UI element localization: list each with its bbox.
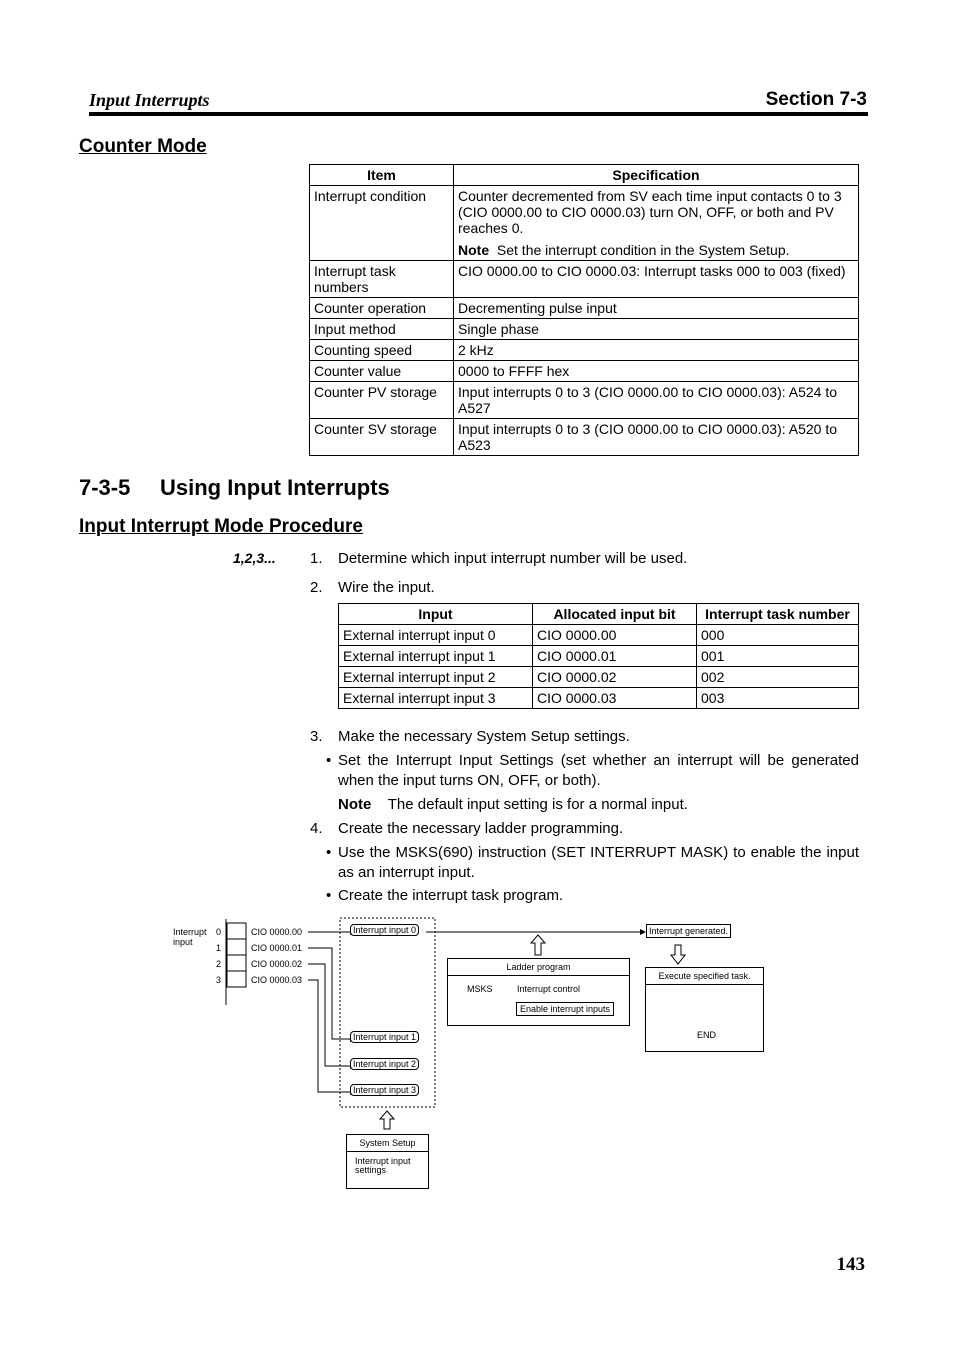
table-header-row: [310, 165, 859, 186]
table-cell-spec: 2 kHz: [454, 340, 859, 361]
section-heading: [79, 475, 390, 501]
interrupt-input-0-box: Interrupt input 0: [350, 924, 419, 936]
table-row: [339, 688, 859, 709]
column-header: Specification: [454, 165, 859, 186]
table-cell-spec: Single phase: [454, 319, 859, 340]
system-setup-title: System Setup: [347, 1135, 428, 1152]
note-text: The default input setting is for a normal input.: [387, 796, 688, 813]
column-header: Input: [339, 604, 533, 625]
table-header-row: [339, 604, 859, 625]
note-label: Note: [338, 796, 372, 813]
table-cell-spec: CIO 0000.00 to CIO 0000.03: Interrupt tasks 000 to 003 (fixed): [454, 261, 859, 298]
step-number: 3.: [310, 728, 323, 745]
interrupt-input-settings-label: Interrupt input settings: [355, 1156, 411, 1175]
step-4-bullet-1: [326, 843, 859, 883]
bullet: •: [326, 752, 332, 769]
note-text: Set the interrupt condition in the System Setup.: [496, 242, 790, 258]
step-text: Wire the input.: [338, 579, 435, 596]
section-running-title: Input Interrupts: [89, 90, 210, 110]
step-number: 4.: [310, 820, 323, 837]
step-number: 2.: [310, 579, 323, 596]
step-text: Create the necessary ladder programming.: [338, 820, 624, 837]
ladder-program-title: Ladder program: [448, 959, 629, 976]
step-3-bullet: [326, 751, 859, 791]
msks-label: MSKS: [467, 984, 493, 994]
interrupt-generated-box: Interrupt generated.: [646, 924, 731, 938]
table-cell: CIO 0000.00: [533, 625, 697, 646]
input-number-0: 0: [216, 927, 222, 937]
table-cell-item: Counter SV storage: [310, 419, 454, 456]
interrupt-input-2-box: Interrupt input 2: [350, 1058, 419, 1070]
table-row: [310, 319, 859, 340]
note-label: Note: [458, 242, 490, 258]
table-cell-spec: Input interrupts 0 to 3 (CIO 0000.00 to CIO 0000.03): A520 to A523: [454, 419, 859, 456]
table-cell-item: Interrupt condition: [310, 186, 454, 261]
table-row: [310, 186, 859, 261]
header-rule: [89, 112, 868, 116]
section-heading-number: 7-3-5: [79, 475, 131, 500]
table-cell-spec: Decrementing pulse input: [454, 298, 859, 319]
column-header: Interrupt task number: [697, 604, 859, 625]
table-cell: 000: [697, 625, 859, 646]
step-1: [310, 549, 858, 569]
table-row: [310, 419, 859, 456]
diagram-lines: [170, 915, 770, 1195]
table-row: [310, 340, 859, 361]
steps-label: 1,2,3...: [233, 550, 276, 566]
table-cell-spec: Input interrupts 0 to 3 (CIO 0000.00 to CIO 0000.03): A524 to A527: [454, 382, 859, 419]
table-cell: External interrupt input 3: [339, 688, 533, 709]
step-text: Determine which input interrupt number will be used.: [338, 550, 688, 567]
interrupt-input-table: [338, 603, 859, 709]
table-cell: 002: [697, 667, 859, 688]
system-setup-box: [346, 1134, 429, 1189]
interrupt-control-label: Interrupt control: [517, 984, 581, 994]
table-row: [339, 646, 859, 667]
table-cell-item: Interrupt task numbers: [310, 261, 454, 298]
spec-text: Counter decremented from SV each time input contacts 0 to 3 (CIO 0000.00 to CIO 0000.03) turn ON, OFF, or both and PV reaches 0.: [458, 188, 842, 236]
counter-mode-table: [309, 164, 859, 456]
input-number-3: 3: [216, 975, 222, 985]
bit-label-1: CIO 0000.01: [251, 943, 303, 953]
table-row: [310, 361, 859, 382]
input-number-1: 1: [216, 943, 222, 953]
table-cell-item: Counter operation: [310, 298, 454, 319]
interrupt-input-label: Interrupt input: [173, 927, 207, 947]
bullet-text: Use the MSKS(690) instruction (SET INTERRUPT MASK) to enable the input as an interrupt input.: [338, 844, 859, 881]
step-text: Make the necessary System Setup settings.: [338, 728, 630, 745]
table-cell: External interrupt input 0: [339, 625, 533, 646]
table-cell-item: Counter value: [310, 361, 454, 382]
bullet: •: [326, 887, 332, 904]
spec-note: [458, 242, 854, 258]
end-label: END: [697, 1030, 717, 1040]
table-cell: CIO 0000.01: [533, 646, 697, 667]
interrupt-input-1-box: Interrupt input 1: [350, 1031, 419, 1043]
table-row: [310, 261, 859, 298]
interrupt-flow-diagram: [170, 915, 770, 1195]
enable-interrupt-inputs-box: Enable interrupt inputs: [516, 1002, 614, 1016]
page-number: 143: [836, 1254, 865, 1275]
bit-label-0: CIO 0000.00: [251, 927, 303, 937]
step-3-note: [338, 795, 858, 815]
table-cell: CIO 0000.02: [533, 667, 697, 688]
bit-label-2: CIO 0000.02: [251, 959, 303, 969]
step-4-bullet-2: [326, 886, 859, 906]
table-cell: External interrupt input 1: [339, 646, 533, 667]
bit-label-3: CIO 0000.03: [251, 975, 303, 985]
step-4: [310, 819, 858, 839]
column-header: Item: [310, 165, 454, 186]
counter-mode-heading: Counter Mode: [79, 136, 207, 157]
table-cell-spec: [454, 186, 859, 261]
table-cell: External interrupt input 2: [339, 667, 533, 688]
bullet-text: Set the Interrupt Input Settings (set whether an interrupt will be generated when the input turns ON, OFF, or both).: [338, 752, 859, 789]
step-2: [310, 578, 858, 598]
procedure-heading: Input Interrupt Mode Procedure: [79, 516, 363, 537]
table-cell: 003: [697, 688, 859, 709]
table-row: [310, 298, 859, 319]
section-number: Section 7-3: [765, 89, 867, 110]
execute-task-title: Execute specified task.: [646, 968, 763, 985]
step-3: [310, 727, 858, 747]
table-row: [339, 667, 859, 688]
interrupt-input-3-box: Interrupt input 3: [350, 1084, 419, 1096]
table-row: [310, 382, 859, 419]
section-heading-title: Using Input Interrupts: [160, 475, 390, 500]
bullet-text: Create the interrupt task program.: [338, 887, 564, 904]
table-row: [339, 625, 859, 646]
table-cell-item: Counter PV storage: [310, 382, 454, 419]
table-cell: 001: [697, 646, 859, 667]
column-header: Allocated input bit: [533, 604, 697, 625]
input-number-2: 2: [216, 959, 222, 969]
step-number: 1.: [310, 550, 323, 567]
bullet: •: [326, 844, 332, 861]
table-cell: CIO 0000.03: [533, 688, 697, 709]
table-cell-spec: 0000 to FFFF hex: [454, 361, 859, 382]
table-cell-item: Counting speed: [310, 340, 454, 361]
table-cell-item: Input method: [310, 319, 454, 340]
